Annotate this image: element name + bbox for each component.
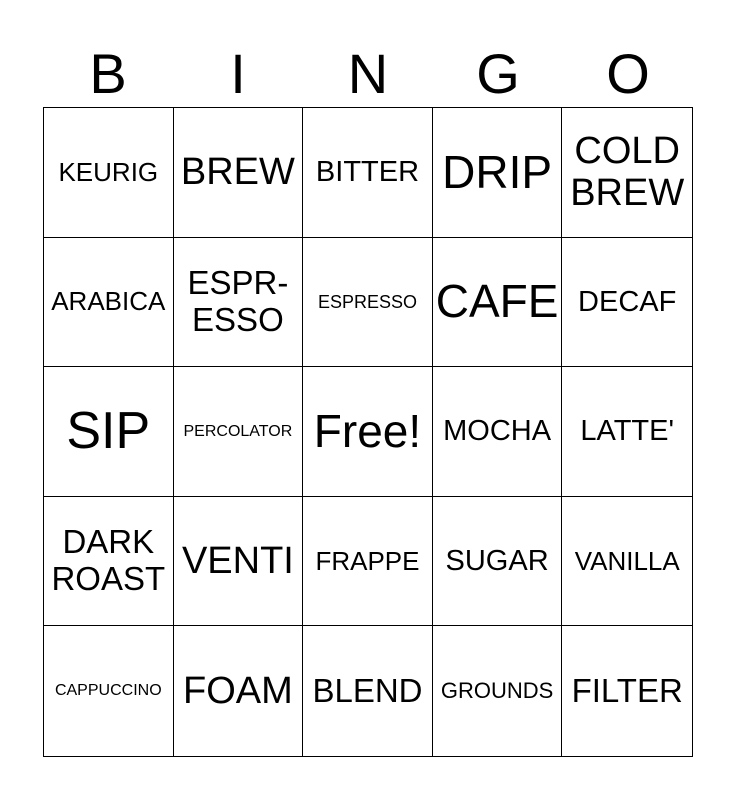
header-letter-n: N: [347, 42, 389, 105]
bingo-cell-r5-c1[interactable]: CAPPUCCINO: [44, 626, 174, 756]
bingo-cell-r5-c2[interactable]: FOAM: [174, 626, 304, 756]
header-letter-b: B: [89, 42, 127, 105]
bingo-cell-r2-c1[interactable]: ARABICA: [44, 238, 174, 368]
free-space-cell[interactable]: Free!: [303, 367, 433, 497]
bingo-cell-r4-c4[interactable]: SUGAR: [433, 497, 563, 627]
bingo-cell-r5-c3[interactable]: BLEND: [303, 626, 433, 756]
header-letter-g: G: [476, 42, 520, 105]
bingo-header: [43, 40, 693, 108]
bingo-cell-r4-c2[interactable]: VENTI: [174, 497, 304, 627]
bingo-board: [43, 107, 693, 757]
header-letter-i: I: [230, 42, 246, 105]
bingo-cell-r5-c5[interactable]: FILTER: [571, 671, 683, 709]
bingo-cell-r3-c1[interactable]: SIP: [44, 367, 174, 497]
header-letter-o: O: [606, 42, 650, 105]
bingo-cell-r2-c3[interactable]: ESPRESSO: [303, 238, 433, 368]
bingo-cell-r5-c4[interactable]: GROUNDS: [433, 626, 563, 756]
bingo-cell-r3-c2[interactable]: PERCOLATOR: [174, 367, 304, 497]
bingo-cell-r4-c1[interactable]: DARK ROAST: [44, 497, 174, 627]
bingo-cell-r1-c1[interactable]: KEURIG: [44, 108, 174, 238]
bingo-cell-r1-c2[interactable]: BREW: [174, 108, 304, 238]
bingo-cell-r2-c4[interactable]: CAFE: [433, 238, 563, 368]
bingo-cell-r1-c5[interactable]: COLD BREW: [562, 108, 692, 238]
bingo-cell-r1-c4[interactable]: DRIP: [433, 108, 563, 238]
bingo-cell-r3-c4[interactable]: MOCHA: [433, 367, 563, 497]
bingo-cell-r4-c5[interactable]: VANILLA: [562, 497, 692, 627]
bingo-cell-r2-c5[interactable]: DECAF: [562, 238, 692, 368]
bingo-cell-r2-c2[interactable]: ESPR-ESSO: [174, 238, 304, 368]
bingo-cell-r1-c3[interactable]: BITTER: [303, 108, 433, 238]
bingo-cell-r3-c5[interactable]: LATTE': [562, 367, 692, 497]
bingo-cell-r4-c3[interactable]: FRAPPE: [303, 497, 433, 627]
